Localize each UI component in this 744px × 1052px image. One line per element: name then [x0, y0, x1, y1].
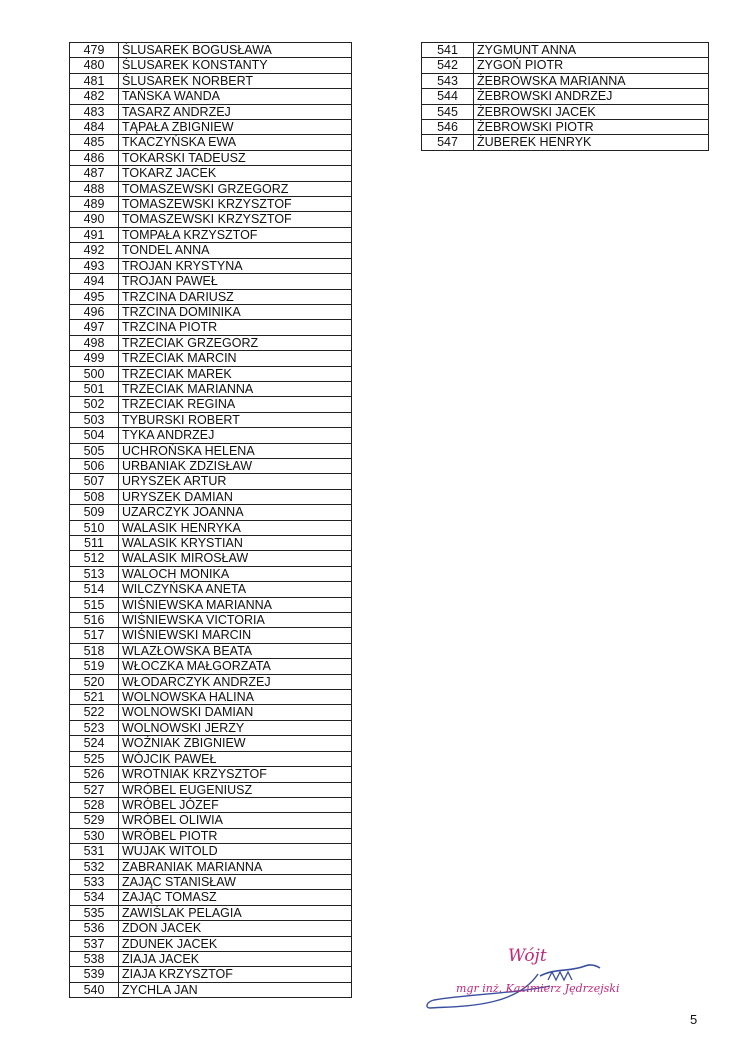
- table-row: [422, 120, 709, 135]
- person-name: TRZECIAK REGINA: [119, 397, 352, 412]
- table-row: [70, 274, 352, 289]
- person-name: WRÓBEL JÓZEF: [119, 797, 352, 812]
- person-name: ZAJĄC TOMASZ: [119, 890, 352, 905]
- row-number: 541: [422, 43, 474, 58]
- person-name: TAŃSKA WANDA: [119, 89, 352, 104]
- person-name: WOŹNIAK ZBIGNIEW: [119, 736, 352, 751]
- row-number: 512: [70, 551, 119, 566]
- person-name: WIŚNIEWSKA VICTORIA: [119, 613, 352, 628]
- table-row: [70, 320, 352, 335]
- table-row: [70, 150, 352, 165]
- person-name: ŚLUSAREK NORBERT: [119, 73, 352, 88]
- table-row: [70, 73, 352, 88]
- table-row: [70, 582, 352, 597]
- row-number: 545: [422, 104, 474, 119]
- row-number: 490: [70, 212, 119, 227]
- person-name: TRZECIAK MAREK: [119, 366, 352, 381]
- table-row: [70, 705, 352, 720]
- row-number: 530: [70, 828, 119, 843]
- signature-name: mgr inż. Kazimierz Jędrzejski: [456, 982, 620, 995]
- voter-list-table-right: [421, 42, 709, 151]
- row-number: 528: [70, 797, 119, 812]
- row-number: 543: [422, 73, 474, 88]
- person-name: ŻEBROWSKI PIOTR: [474, 120, 709, 135]
- person-name: WILCZYŃSKA ANETA: [119, 582, 352, 597]
- voter-list-body-right: [422, 43, 709, 151]
- table-row: [422, 58, 709, 73]
- row-number: 535: [70, 905, 119, 920]
- person-name: TOMASZEWSKI KRZYSZTOF: [119, 197, 352, 212]
- person-name: TONDEL ANNA: [119, 243, 352, 258]
- row-number: 546: [422, 120, 474, 135]
- row-number: 484: [70, 120, 119, 135]
- table-row: [70, 874, 352, 889]
- person-name: WOLNOWSKA HALINA: [119, 690, 352, 705]
- row-number: 515: [70, 597, 119, 612]
- person-name: ŻEBROWSKI ANDRZEJ: [474, 89, 709, 104]
- person-name: TASARZ ANDRZEJ: [119, 104, 352, 119]
- person-name: ZIAJA JACEK: [119, 951, 352, 966]
- person-name: URYSZEK ARTUR: [119, 474, 352, 489]
- table-row: [70, 166, 352, 181]
- table-row: [70, 890, 352, 905]
- row-number: 499: [70, 351, 119, 366]
- row-number: 518: [70, 643, 119, 658]
- person-name: ZABRANIAK MARIANNA: [119, 859, 352, 874]
- person-name: ZYCHLA JAN: [119, 982, 352, 997]
- table-row: [70, 397, 352, 412]
- row-number: 493: [70, 258, 119, 273]
- table-row: [70, 674, 352, 689]
- row-number: 486: [70, 150, 119, 165]
- person-name: TRZECIAK MARCIN: [119, 351, 352, 366]
- person-name: WRÓBEL PIOTR: [119, 828, 352, 843]
- person-name: WROTNIAK KRZYSZTOF: [119, 767, 352, 782]
- voter-list-table-left: [69, 42, 352, 998]
- person-name: WIŚNIEWSKA MARIANNA: [119, 597, 352, 612]
- row-number: 481: [70, 73, 119, 88]
- table-row: [70, 767, 352, 782]
- table-row: [70, 751, 352, 766]
- table-row: [70, 536, 352, 551]
- table-row: [70, 89, 352, 104]
- row-number: 494: [70, 274, 119, 289]
- table-row: [70, 520, 352, 535]
- table-row: [70, 844, 352, 859]
- row-number: 521: [70, 690, 119, 705]
- signature-title: Wójt: [508, 946, 547, 966]
- person-name: WOLNOWSKI DAMIAN: [119, 705, 352, 720]
- row-number: 513: [70, 566, 119, 581]
- table-row: [70, 859, 352, 874]
- table-row: [70, 967, 352, 982]
- row-number: 506: [70, 458, 119, 473]
- row-number: 488: [70, 181, 119, 196]
- table-row: [70, 505, 352, 520]
- person-name: TRZCINA PIOTR: [119, 320, 352, 335]
- table-row: [70, 212, 352, 227]
- person-name: ŚLUSAREK BOGUSŁAWA: [119, 43, 352, 58]
- row-number: 544: [422, 89, 474, 104]
- person-name: ŚLUSAREK KONSTANTY: [119, 58, 352, 73]
- table-row: [70, 120, 352, 135]
- row-number: 516: [70, 613, 119, 628]
- row-number: 492: [70, 243, 119, 258]
- row-number: 534: [70, 890, 119, 905]
- voter-list-body-left: [70, 43, 352, 998]
- person-name: TOMPAŁA KRZYSZTOF: [119, 227, 352, 242]
- row-number: 540: [70, 982, 119, 997]
- page-number: 5: [690, 1012, 698, 1027]
- person-name: ŻEBROWSKA MARIANNA: [474, 73, 709, 88]
- person-name: WALOCH MONIKA: [119, 566, 352, 581]
- row-number: 526: [70, 767, 119, 782]
- table-row: [70, 828, 352, 843]
- person-name: URBANIAK ZDZISŁAW: [119, 458, 352, 473]
- person-name: ZIAJA KRZYSZTOF: [119, 967, 352, 982]
- person-name: TOMASZEWSKI KRZYSZTOF: [119, 212, 352, 227]
- person-name: WLAZŁOWSKA BEATA: [119, 643, 352, 658]
- table-row: [70, 443, 352, 458]
- person-name: ZDUNEK JACEK: [119, 936, 352, 951]
- person-name: TĄPAŁA ZBIGNIEW: [119, 120, 352, 135]
- person-name: ZDON JACEK: [119, 921, 352, 936]
- row-number: 524: [70, 736, 119, 751]
- person-name: UCHROŃSKA HELENA: [119, 443, 352, 458]
- table-row: [422, 89, 709, 104]
- table-row: [70, 304, 352, 319]
- row-number: 507: [70, 474, 119, 489]
- table-row: [70, 813, 352, 828]
- row-number: 523: [70, 720, 119, 735]
- row-number: 537: [70, 936, 119, 951]
- row-number: 525: [70, 751, 119, 766]
- table-row: [70, 58, 352, 73]
- table-row: [70, 628, 352, 643]
- row-number: 529: [70, 813, 119, 828]
- table-row: [70, 551, 352, 566]
- table-row: [70, 736, 352, 751]
- row-number: 495: [70, 289, 119, 304]
- row-number: 500: [70, 366, 119, 381]
- row-number: 510: [70, 520, 119, 535]
- person-name: ŻUBEREK HENRYK: [474, 135, 709, 150]
- person-name: WALASIK HENRYKA: [119, 520, 352, 535]
- row-number: 505: [70, 443, 119, 458]
- table-row: [70, 381, 352, 396]
- person-name: WOLNOWSKI JERZY: [119, 720, 352, 735]
- table-row: [70, 335, 352, 350]
- row-number: 511: [70, 536, 119, 551]
- person-name: WIŚNIEWSKI MARCIN: [119, 628, 352, 643]
- row-number: 491: [70, 227, 119, 242]
- row-number: 538: [70, 951, 119, 966]
- table-row: [70, 936, 352, 951]
- row-number: 539: [70, 967, 119, 982]
- table-row: [70, 690, 352, 705]
- person-name: WRÓBEL EUGENIUSZ: [119, 782, 352, 797]
- table-row: [70, 566, 352, 581]
- person-name: WŁODARCZYK ANDRZEJ: [119, 674, 352, 689]
- row-number: 496: [70, 304, 119, 319]
- person-name: TOMASZEWSKI GRZEGORZ: [119, 181, 352, 196]
- row-number: 480: [70, 58, 119, 73]
- row-number: 514: [70, 582, 119, 597]
- table-row: [70, 43, 352, 58]
- row-number: 502: [70, 397, 119, 412]
- row-number: 482: [70, 89, 119, 104]
- row-number: 497: [70, 320, 119, 335]
- table-row: [70, 227, 352, 242]
- person-name: TRZECIAK GRZEGORZ: [119, 335, 352, 350]
- row-number: 520: [70, 674, 119, 689]
- table-row: [70, 366, 352, 381]
- table-row: [422, 73, 709, 88]
- person-name: ZAWIŚLAK PELAGIA: [119, 905, 352, 920]
- row-number: 519: [70, 659, 119, 674]
- table-row: [70, 428, 352, 443]
- row-number: 504: [70, 428, 119, 443]
- row-number: 503: [70, 412, 119, 427]
- table-row: [70, 489, 352, 504]
- table-row: [70, 782, 352, 797]
- person-name: WÓJCIK PAWEŁ: [119, 751, 352, 766]
- person-name: TYBURSKI ROBERT: [119, 412, 352, 427]
- row-number: 508: [70, 489, 119, 504]
- table-row: [70, 905, 352, 920]
- row-number: 479: [70, 43, 119, 58]
- table-row: [70, 351, 352, 366]
- person-name: URYSZEK DAMIAN: [119, 489, 352, 504]
- row-number: 536: [70, 921, 119, 936]
- person-name: WALASIK MIROSŁAW: [119, 551, 352, 566]
- row-number: 487: [70, 166, 119, 181]
- row-number: 489: [70, 197, 119, 212]
- row-number: 532: [70, 859, 119, 874]
- table-row: [422, 43, 709, 58]
- table-row: [70, 104, 352, 119]
- person-name: WŁOCZKA MAŁGORZATA: [119, 659, 352, 674]
- table-row: [70, 797, 352, 812]
- table-row: [70, 474, 352, 489]
- table-row: [70, 458, 352, 473]
- row-number: 533: [70, 874, 119, 889]
- person-name: TRZECIAK MARIANNA: [119, 381, 352, 396]
- table-row: [70, 720, 352, 735]
- person-name: WALASIK KRYSTIAN: [119, 536, 352, 551]
- row-number: 483: [70, 104, 119, 119]
- row-number: 547: [422, 135, 474, 150]
- row-number: 509: [70, 505, 119, 520]
- table-row: [70, 659, 352, 674]
- person-name: TROJAN PAWEŁ: [119, 274, 352, 289]
- row-number: 522: [70, 705, 119, 720]
- table-row: [70, 613, 352, 628]
- table-row: [70, 135, 352, 150]
- row-number: 542: [422, 58, 474, 73]
- person-name: TRZCINA DOMINIKA: [119, 304, 352, 319]
- table-row: [422, 104, 709, 119]
- table-row: [70, 412, 352, 427]
- person-name: WUJAK WITOLD: [119, 844, 352, 859]
- person-name: ZAJĄC STANISŁAW: [119, 874, 352, 889]
- person-name: TOKARZ JACEK: [119, 166, 352, 181]
- table-row: [70, 951, 352, 966]
- person-name: TKACZYŃSKA EWA: [119, 135, 352, 150]
- table-row: [70, 258, 352, 273]
- table-row: [70, 643, 352, 658]
- table-row: [70, 921, 352, 936]
- table-row: [70, 181, 352, 196]
- person-name: TYKA ANDRZEJ: [119, 428, 352, 443]
- person-name: TROJAN KRYSTYNA: [119, 258, 352, 273]
- table-row: [70, 597, 352, 612]
- person-name: ŻEBROWSKI JACEK: [474, 104, 709, 119]
- table-row: [422, 135, 709, 150]
- person-name: TOKARSKI TADEUSZ: [119, 150, 352, 165]
- row-number: 498: [70, 335, 119, 350]
- person-name: ZYGMUNT ANNA: [474, 43, 709, 58]
- table-row: [70, 289, 352, 304]
- row-number: 501: [70, 381, 119, 396]
- table-row: [70, 243, 352, 258]
- table-row: [70, 982, 352, 997]
- person-name: ZYGOŃ PIOTR: [474, 58, 709, 73]
- row-number: 531: [70, 844, 119, 859]
- row-number: 485: [70, 135, 119, 150]
- person-name: UZARCZYK JOANNA: [119, 505, 352, 520]
- person-name: TRZCINA DARIUSZ: [119, 289, 352, 304]
- row-number: 517: [70, 628, 119, 643]
- row-number: 527: [70, 782, 119, 797]
- table-row: [70, 197, 352, 212]
- person-name: WRÓBEL OLIWIA: [119, 813, 352, 828]
